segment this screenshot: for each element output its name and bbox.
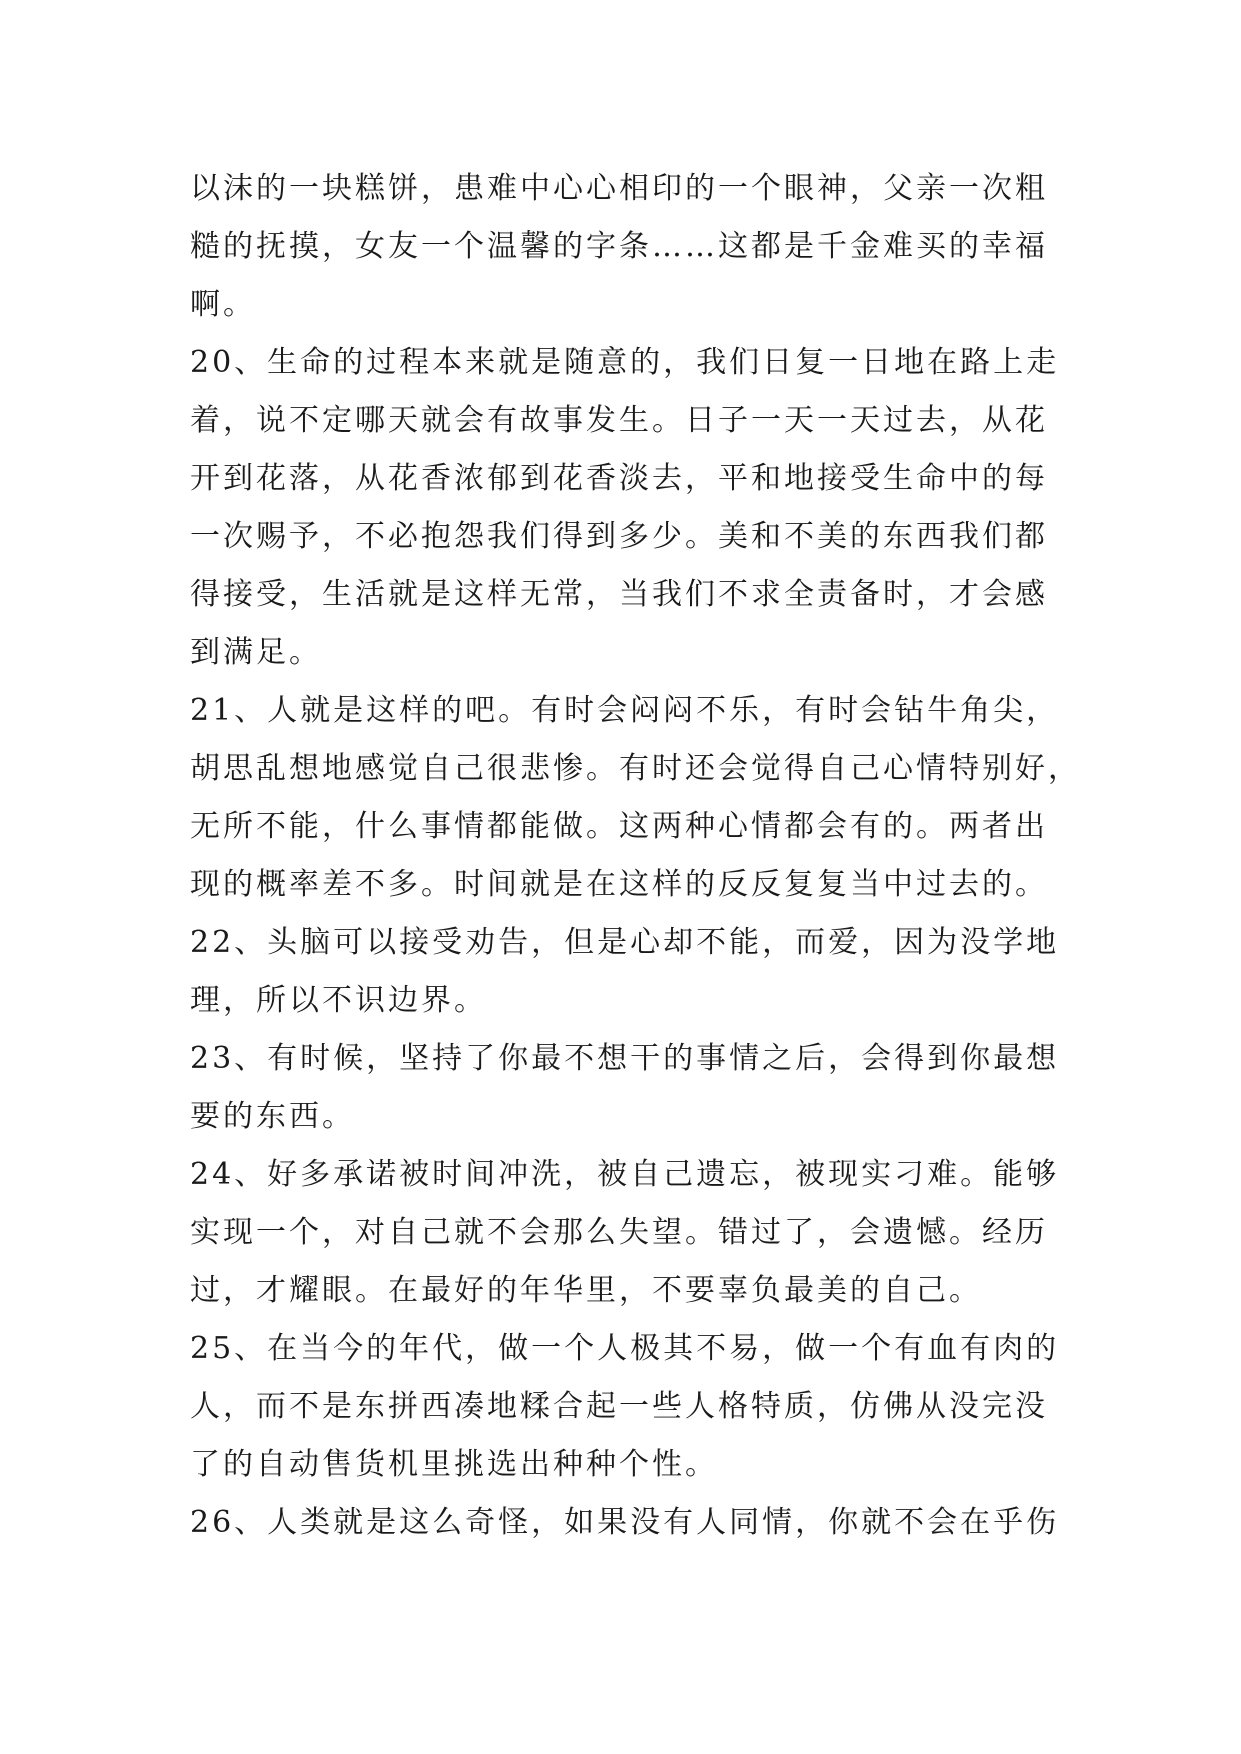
text-line: 一次赐予，不必抱怨我们得到多少。美和不美的东西我们都 [190, 519, 1048, 554]
text-line: 26、人类就是这么奇怪，如果没有人同情，你就不会在乎伤 [190, 1505, 1060, 1540]
text-line: 了的自动售货机里挑选出种种个性。 [190, 1447, 718, 1482]
text-line: 到满足。 [190, 635, 322, 670]
text-line: 无所不能，什么事情都能做。这两种心情都会有的。两者出 [190, 809, 1048, 844]
text-line: 现的概率差不多。时间就是在这样的反反复复当中过去的。 [190, 867, 1048, 902]
text-line: 人，而不是东拼西凑地糅合起一些人格特质，仿佛从没完没 [190, 1389, 1048, 1424]
text-line: 24、好多承诺被时间冲洗，被自己遗忘，被现实刁难。能够 [190, 1157, 1060, 1192]
text-line: 开到花落，从花香浓郁到花香淡去，平和地接受生命中的每 [190, 461, 1048, 496]
text-line: 得接受，生活就是这样无常，当我们不求全责备时，才会感 [190, 577, 1048, 612]
text-line: 23、有时候，坚持了你最不想干的事情之后，会得到你最想 [190, 1041, 1060, 1076]
text-line: 20、生命的过程本来就是随意的，我们日复一日地在路上走 [190, 345, 1060, 380]
text-line: 过，才耀眼。在最好的年华里，不要辜负最美的自己。 [190, 1273, 982, 1308]
text-line: 22、头脑可以接受劝告，但是心却不能，而爱，因为没学地 [190, 925, 1060, 960]
text-line: 25、在当今的年代，做一个人极其不易，做一个有血有肉的 [190, 1331, 1060, 1366]
text-line: 要的东西。 [190, 1099, 355, 1134]
document-body [190, 160, 1090, 1552]
text-line: 着，说不定哪天就会有故事发生。日子一天一天过去，从花 [190, 403, 1048, 438]
text-line: 理，所以不识边界。 [190, 983, 487, 1018]
text-line: 实现一个，对自己就不会那么失望。错过了，会遗憾。经历 [190, 1215, 1048, 1250]
text-line: 糙的抚摸，女友一个温馨的字条……这都是千金难买的幸福 [190, 229, 1048, 264]
text-line: 21、人就是这样的吧。有时会闷闷不乐，有时会钻牛角尖， [190, 693, 1060, 728]
text-line: 胡思乱想地感觉自己很悲惨。有时还会觉得自己心情特别好， [190, 751, 1081, 786]
text-line: 以沫的一块糕饼，患难中心心相印的一个眼神，父亲一次粗 [190, 171, 1048, 206]
text-line: 啊。 [190, 287, 256, 322]
